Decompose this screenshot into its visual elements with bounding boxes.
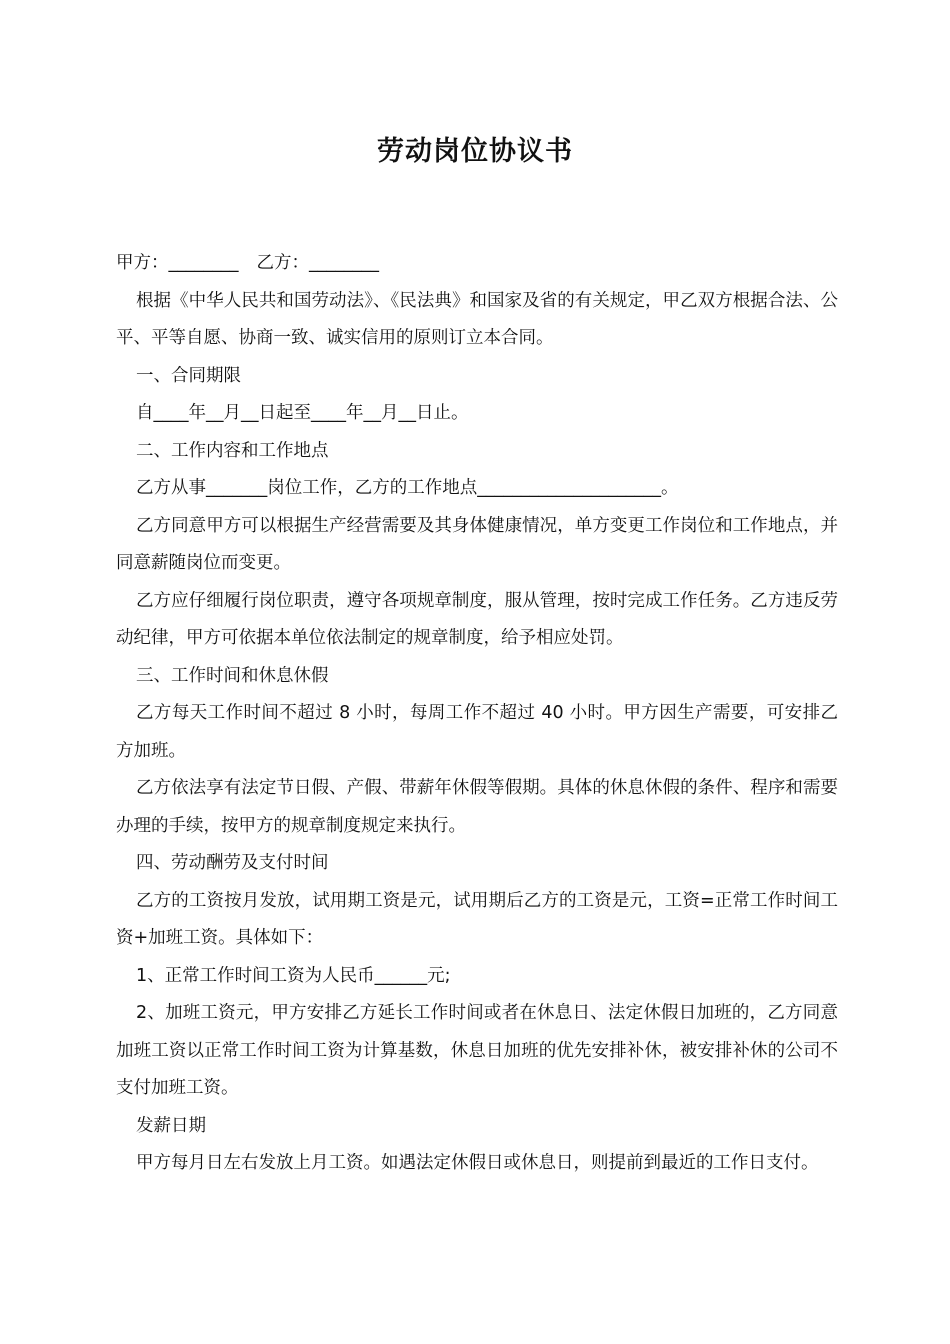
preamble-paragraph: 根据《中华人民共和国劳动法》、《民法典》和国家及省的有关规定，甲乙双方根据合法、公平、平等自愿、协商一致、诚实信用的原则订立本合同。 <box>116 290 838 348</box>
section-heading-compensation: 四、劳动酬劳及支付时间 <box>136 853 329 873</box>
payday-heading: 发薪日期 <box>136 1115 206 1136</box>
salary-paragraph: 乙方的工资按月发放，试用期工资是元，试用期后乙方的工资是元，工资=正常工作时间工资+加班工资。具体如下： <box>116 890 838 948</box>
parties-line <box>116 245 838 283</box>
overtime-wage-item: 2、加班工资元，甲方安排乙方延长工作时间或者在休息日、法定休假日加班的，乙方同意加班工资以正常工作时间工资为计算基数，休息日加班的优先安排补休，被安排补休的公司不支付加班工资。 <box>116 1003 838 1098</box>
document-title: 劳动岗位协议书 <box>377 136 573 167</box>
work-hours-paragraph: 乙方每天工作时间不超过 8 小时，每周工作不超过 40 小时。甲方因生产需要，可安排乙方加班。 <box>116 703 838 761</box>
position-change-paragraph: 乙方同意甲方可以根据生产经营需要及其身体健康情况，单方变更工作岗位和工作地点，并同意薪随岗位而变更。 <box>116 515 838 573</box>
section-heading-term: 一、合同期限 <box>136 365 241 386</box>
term-paragraph: 自____年__月__日起至____年__月__日止。 <box>136 403 469 423</box>
payday-paragraph: 甲方每月日左右发放上月工资。如遇法定休假日或休息日，则提前到最近的工作日支付。 <box>136 1153 819 1173</box>
section-heading-work-hours: 三、工作时间和休息休假 <box>136 665 329 686</box>
party-b-field: 乙方：________ <box>256 253 379 273</box>
party-a-field: 甲方：________ <box>116 253 239 273</box>
regular-wage-item: 1、正常工作时间工资为人民币______元; <box>136 965 451 986</box>
duties-paragraph: 乙方应仔细履行岗位职责，遵守各项规章制度，服从管理，按时完成工作任务。乙方违反劳动纪律，甲方可依据本单位依法制定的规章制度，给予相应处罚。 <box>116 590 838 648</box>
document-body <box>116 245 838 1183</box>
leave-paragraph: 乙方依法享有法定节日假、产假、带薪年休假等假期。具体的休息休假的条件、程序和需要办理的手续，按甲方的规章制度规定来执行。 <box>116 778 838 836</box>
work-position-paragraph: 乙方从事_______岗位工作，乙方的工作地点_____________________。 <box>136 478 679 498</box>
section-heading-work-content: 二、工作内容和工作地点 <box>136 440 329 461</box>
